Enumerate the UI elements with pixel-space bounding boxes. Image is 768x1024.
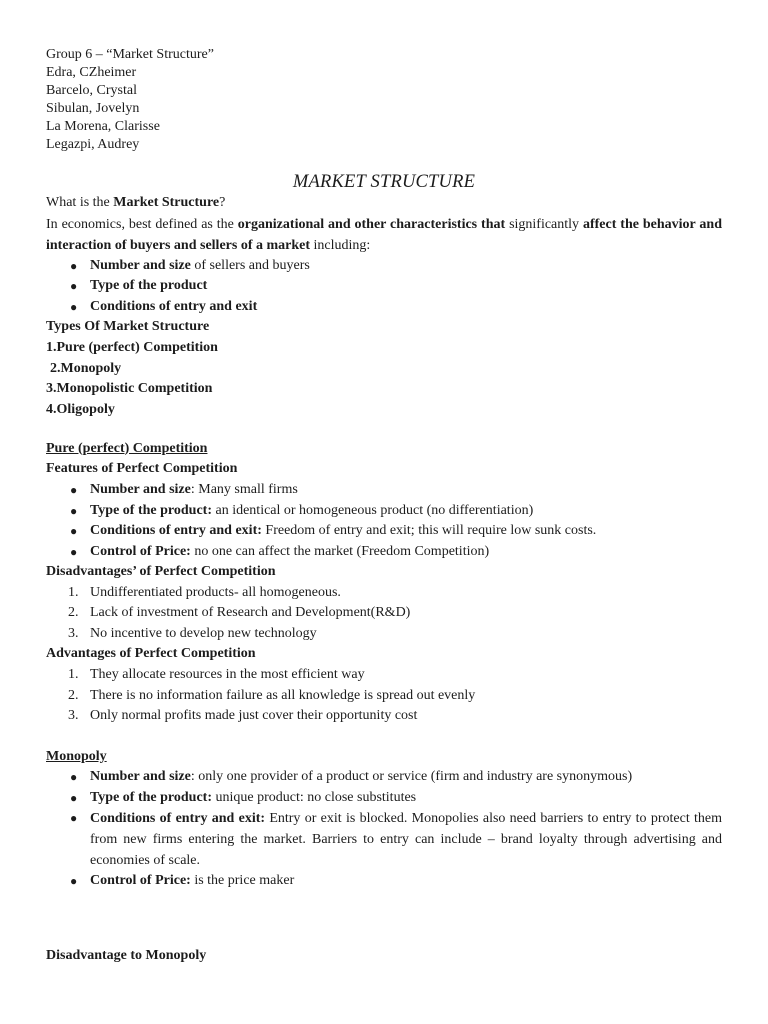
type-item: 1.Pure (perfect) Competition xyxy=(46,339,218,355)
member-name: Edra, CZheimer xyxy=(46,65,137,80)
list-item: 1. Undifferentiated products- all homogeneous. xyxy=(68,584,341,600)
list-item: ● Conditions of entry and exit: Freedom of entry and exit; this will require low sunk costs. xyxy=(46,521,722,542)
type-item: 3.Monopolistic Competition xyxy=(46,381,213,397)
bullet-icon: ● xyxy=(70,524,78,539)
bullet-icon: ● xyxy=(70,544,78,559)
bullet-icon: ● xyxy=(70,770,78,785)
subsection-heading: Advantages of Perfect Competition xyxy=(46,646,256,662)
bullet-icon: ● xyxy=(70,874,78,889)
member-name: La Morena, Clarisse xyxy=(46,119,160,134)
bullet-icon: ● xyxy=(70,811,78,826)
member-name: Sibulan, Jovelyn xyxy=(46,101,140,116)
list-item: ● Conditions of entry and exit: Entry or exit is blocked. Monopolies also need barriers to entry to protect them from new firms entering the market. Barriers to entry can include – brand loyalty through advertising and economies of scale. xyxy=(46,808,722,871)
document-title: MARKET STRUCTURE xyxy=(292,172,476,192)
group-header xyxy=(46,46,214,154)
intro-definition: In economics, best defined as the organizational and other characteristics that significantly affect the behavior and interaction of buyers and sellers of a market including: xyxy=(46,216,722,253)
subsection-heading: Features of Perfect Competition xyxy=(46,461,238,477)
section-heading: Monopoly xyxy=(46,748,107,764)
list-item: 3. No incentive to develop new technology xyxy=(68,625,317,641)
type-item: 2.Monopoly xyxy=(50,360,122,376)
list-item: ● Type of the product: unique product: no close substitutes xyxy=(46,788,722,809)
subsection-heading: Disadvantages’ of Perfect Competition xyxy=(46,564,276,580)
bullet-icon: ● xyxy=(70,279,78,294)
list-item: ● Number and size: only one provider of a product or service (firm and industry are synonymous) xyxy=(46,767,722,788)
section-heading: Pure (perfect) Competition xyxy=(46,440,208,456)
list-item: ● Conditions of entry and exit xyxy=(46,297,722,318)
list-item: 1. They allocate resources in the most efficient way xyxy=(68,667,365,683)
bullet-icon: ● xyxy=(70,503,78,518)
type-item: 4.Oligopoly xyxy=(46,402,115,418)
list-item: 3. Only normal profits made just cover their opportunity cost xyxy=(68,708,418,724)
document-body xyxy=(46,193,722,966)
list-item: 2. There is no information failure as all knowledge is spread out evenly xyxy=(68,687,476,703)
list-item: ● Number and size: Many small firms xyxy=(46,480,722,501)
list-item: 2. Lack of investment of Research and Development(R&D) xyxy=(68,605,411,621)
bullet-icon: ● xyxy=(70,299,78,314)
section-heading: Types Of Market Structure xyxy=(46,319,210,335)
list-item: ● Control of Price: no one can affect the market (Freedom Competition) xyxy=(46,542,722,563)
list-item: ● Type of the product xyxy=(46,276,722,297)
bullet-icon: ● xyxy=(70,258,78,273)
list-item: ● Type of the product: an identical or homogeneous product (no differentiation) xyxy=(46,501,722,522)
list-item: ● Control of Price: is the price maker xyxy=(46,871,722,892)
bullet-icon: ● xyxy=(70,483,78,498)
group-title: Group 6 – “Market Structure” xyxy=(46,47,214,62)
member-name: Barcelo, Crystal xyxy=(46,83,137,98)
intro-question: What is the Market Structure? xyxy=(46,195,226,210)
list-item: ● Number and size of sellers and buyers xyxy=(46,256,722,277)
bullet-icon: ● xyxy=(70,790,78,805)
subsection-heading: Disadvantage to Monopoly xyxy=(46,947,207,963)
member-name: Legazpi, Audrey xyxy=(46,137,140,152)
